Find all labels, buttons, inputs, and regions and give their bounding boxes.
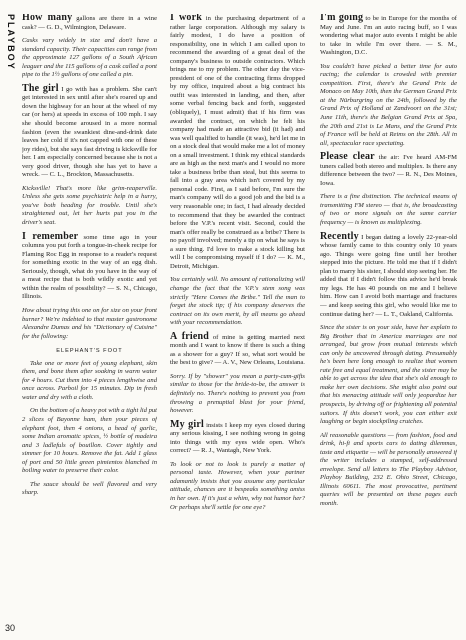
recipe-step-3: The sauce should be well flavored and very sharp. <box>22 480 157 497</box>
answer-auto-racing: You couldn't have picked a better time for auto racing; the calendar is crowded with premier competition. First, there's the Grand Prix de Monaco on May 10th, then the German Grand Prix at the Nürburgring on the 24th, followed by the Grand Prix of Holland at Zandvoort on the 31st; June 11th, there's the Belgian Grand Prix at Spa, the 20th and 21st is Le Mans, and the Grand Prix of France will be held at Reims on the 28th. All in all, spectacular race spectating. <box>320 62 457 147</box>
magazine-name-vertical: PLAYBOY <box>6 14 16 71</box>
letter-text: insists I keep my eyes closed during any serious kissing, I see nothing wrong in going into things with my eyes wide open. Who's correct? — R. J., Wantagh, New York. <box>170 421 305 455</box>
letter-stereo-multiplex <box>320 153 457 188</box>
dropcap-letter: I <box>170 14 175 23</box>
dropcap-letter: P <box>320 151 327 163</box>
letter-fast-driving <box>22 82 157 180</box>
column-1 <box>22 14 157 634</box>
letter-shower <box>170 330 305 368</box>
dropcap-letter: T <box>22 82 29 94</box>
dropcap-letter: I <box>22 230 27 242</box>
advisor-footer-note: All reasonable questions — from fashion, food and drink, hi-fi and sports cars to dating dilemmas, taste and etiquette — will be personally answered if the writer includes a stamped, self-addressed envelope. Send all letters to The Playboy Advisor, Playboy Building, 232 E. Ohio Street, Chicago, Illinois 60611. The most provocative, pertinent queries will be presented on these pages each month. <box>320 431 457 507</box>
letter-text: I began dating a lovely 22-year-old whose family came to this country only 10 years ago. Things were going fine until her brother stepped into the picture. He told me that if I didn't plan to marry his sister, I should stop seeing her. He added that if I didn't follow this advice he'd break my legs. He has 40 pounds on me and I believe him. How can I avoid both marriage and fractures — and keep seeing this girl, who would like me to continue dating her? — L. T., Oakland, California. <box>320 233 457 318</box>
letter-text: of mine is getting married next month and I want to know if there is such a thing as a shower for a guy? If so, what sort would be the best to give? — A. V., New Orleans, Louisiana. <box>170 333 305 367</box>
dropcap-letter: H <box>22 14 30 23</box>
lead-in: work <box>174 14 202 23</box>
lead-in: lease clear <box>326 151 375 163</box>
recipe-step-1: Take one or more feet of young elephant, skin them, and bone them after soaking in warm water for 4 hours. Cut them into 4 pieces lengthwise and once across. Parboil for 15 minutes. Dip in fresh water and dry with a cloth. <box>22 359 157 401</box>
answer-fast-driving: Kicksville! That's more like grim-reaperville. Unless she gets some psychiatric help in a hurry, you've both heading for trouble. Until she's straightened out, let her hurts put you in the driver's seat. <box>22 184 157 227</box>
letter-text: the air: I've heard AM-FM tuners called both stereo and multiplex. Is there any difference between the two? — R. N., Des Moines, Iowa. <box>320 154 457 187</box>
recipe-step-2: On the bottom of a heavy pot with a tight lid put 2 slices of Bayonne ham, then your pieces of elephant foot, then 4 onions, a head of garlic, some Indian aromatic spices, ½ bottle of madeira and 3 ladlefuls of bouillon. Cover tightly and simmer for 10 hours. Remove the fat. Add 1 glass of port and 50 little green pimientos blanched in boiling water to preserve their color. <box>22 407 157 475</box>
column-2 <box>170 14 305 634</box>
page-number: 30 <box>5 623 16 633</box>
column-3 <box>320 14 457 634</box>
lead-in: ecently <box>327 230 359 242</box>
letter-text: in the purchasing department of a rather large corporation. Although my salary is fairly modest, I do have a position of responsibility, one in which I am called upon to recommend the awarding of a great deal of the company's business to outside contractors. Which brings me to my problem. The other day the vice-president of one of the contracting firms dropped by my office, inquired about a big contract his outfit was interested in landing, and then, after some verbal fencing back and forth, suggested (obliquely), I must admit) that if his firm was awarded the contract, on which he felt his company had made an attractive bid (it had) and was well qualified to handle (it was), he'd let me in on a stock deal that would make me a lot of money on a small investment. I think my ethical standards are as high as the next man's and I would no more take a business bribe than steal, but this seems to fall into a gray area which isn't covered by my personal code. First, as I said before, I'm sure the man's company will do a good job and the bid is a very reasonable one; in fact, I had already decided to recommend that they be awarded the contract before the V.P.'s recent visit. Second, could the man's offer really be construed as a bribe? There is no payoff involved; merely a tip on what he says is a sure thing. I'd love to make a stock killing but will I be compromising myself if I do? — K. M., Detroit, Michigan. <box>170 15 305 270</box>
lead-in: y girl <box>179 418 204 430</box>
answer-shower: Sorry. If by "shower" you mean a party-cum-gifts similar to those for the bride-to-be, the answer is definitely no. There's nothing to prevent you from throwing a prenuptial blast for your friend, however. <box>170 372 305 415</box>
dropcap-letter: R <box>320 230 328 242</box>
answer-brother: Since the sister is on your side, have her explain to Big Brother that in America marriages are not arranged, but grow from mutual interests which can only be uncovered through dating. Presumably he's been here long enough to realize that women rate free and equal treatment, and the sister may be able to get across the idea that she's old enough to make her own decisions. She might also point out that his menacing attitude will only jeopardize her prospects, by driving off or frightening all potential suitors. If this doesn't work, you can either exit laughing or begin stockpiling crutches. <box>320 324 457 426</box>
letter-auto-racing <box>320 14 457 58</box>
answer-exotic-recipe: How about trying this one on for size on your front burner? We're indebted to that master gastronome Alexandre Dumas and his "Dictionary of Cuisine" for the following: <box>22 306 157 340</box>
lead-in: he girl <box>28 82 59 94</box>
dropcap-letter: A <box>170 330 177 342</box>
letter-wine-cask <box>22 14 157 32</box>
letter-exotic-recipe <box>22 230 157 302</box>
letter-text: gallons are there in a wine cask? — G. D., Wilmington, Delaware. <box>22 15 157 31</box>
lead-in: friend <box>176 330 210 342</box>
letter-text: I go with has a problem. She can't get interested in sex until after she's roared up and down the highway for an hour at the wheel of my car (or hers) at speeds in excess of 100 mph. I say she should become aroused in a more normal fashion (even the swankiest dine-and-drink date leaves her cold if it's not capped with one of these joy rides), but she says fast driving is kicksville for her. I am especially concerned because she is not a very good driver, though she has yet to have a wreck. — C. L., Brockton, Massachusetts. <box>22 85 157 179</box>
dropcap-letter: I <box>320 14 325 23</box>
letter-text: some time ago in your columns you put forth a tongue-in-cheek recipe for Flaming Roc Egg in response to a reader's request for something exotic in the way of an egg dish. Seriously, though, what do you have in the way of a meat recipe that is both wildly exotic and yet within the realm of possibility? — S. N., Chicago, Illinois. <box>22 233 157 301</box>
answer-bribe: You certainly will. No amount of rationalizing will change the fact that the V.P.'s stem song was strictly "Here Comes the Bribe." Tell the man to forget the stock tip; if his company deserves the contract on its own merit, by all means go ahead with your recommendation. <box>170 276 305 327</box>
dropcap-letter: M <box>170 418 180 430</box>
letter-brother <box>320 230 457 319</box>
letter-text: to be in Europe for the months of May and June. I'm an auto racing buff, so I was wondering what major auto events I might be able to take in while I'm over there. — S. M., Washington, D.C. <box>320 15 457 57</box>
lead-in: remember <box>26 230 79 242</box>
lead-in: ow many <box>29 14 73 23</box>
answer-kissing: To look or not to look is purely a matter of personal taste. However, when your partner adamantly insists that you assume any particular attitude, chances are it bespeaks something amiss in her own. If it's just a whim, why not humor her? Or perhaps she'll settle for one eye? <box>170 460 305 511</box>
recipe-heading: ELEPHANT'S FOOT <box>56 348 123 355</box>
letter-bribe <box>170 14 305 271</box>
answer-stereo-multiplex: There is a fine distinction. The technical means of transmitting FM stereo — that is, the broadcasting of two or more signals on the same carrier frequency — is known as multiplexing. <box>320 193 457 227</box>
lead-in: 'm going <box>324 14 364 23</box>
answer-wine-cask: Casks vary widely in size and don't have a standard capacity. Their capacities can range from the approximate 127 gallons of a South African leaguer and the 115 gallons of a cask called a pont pipe to the 1½ gallons of one called a pin. <box>22 37 157 79</box>
letter-kissing <box>170 418 305 456</box>
